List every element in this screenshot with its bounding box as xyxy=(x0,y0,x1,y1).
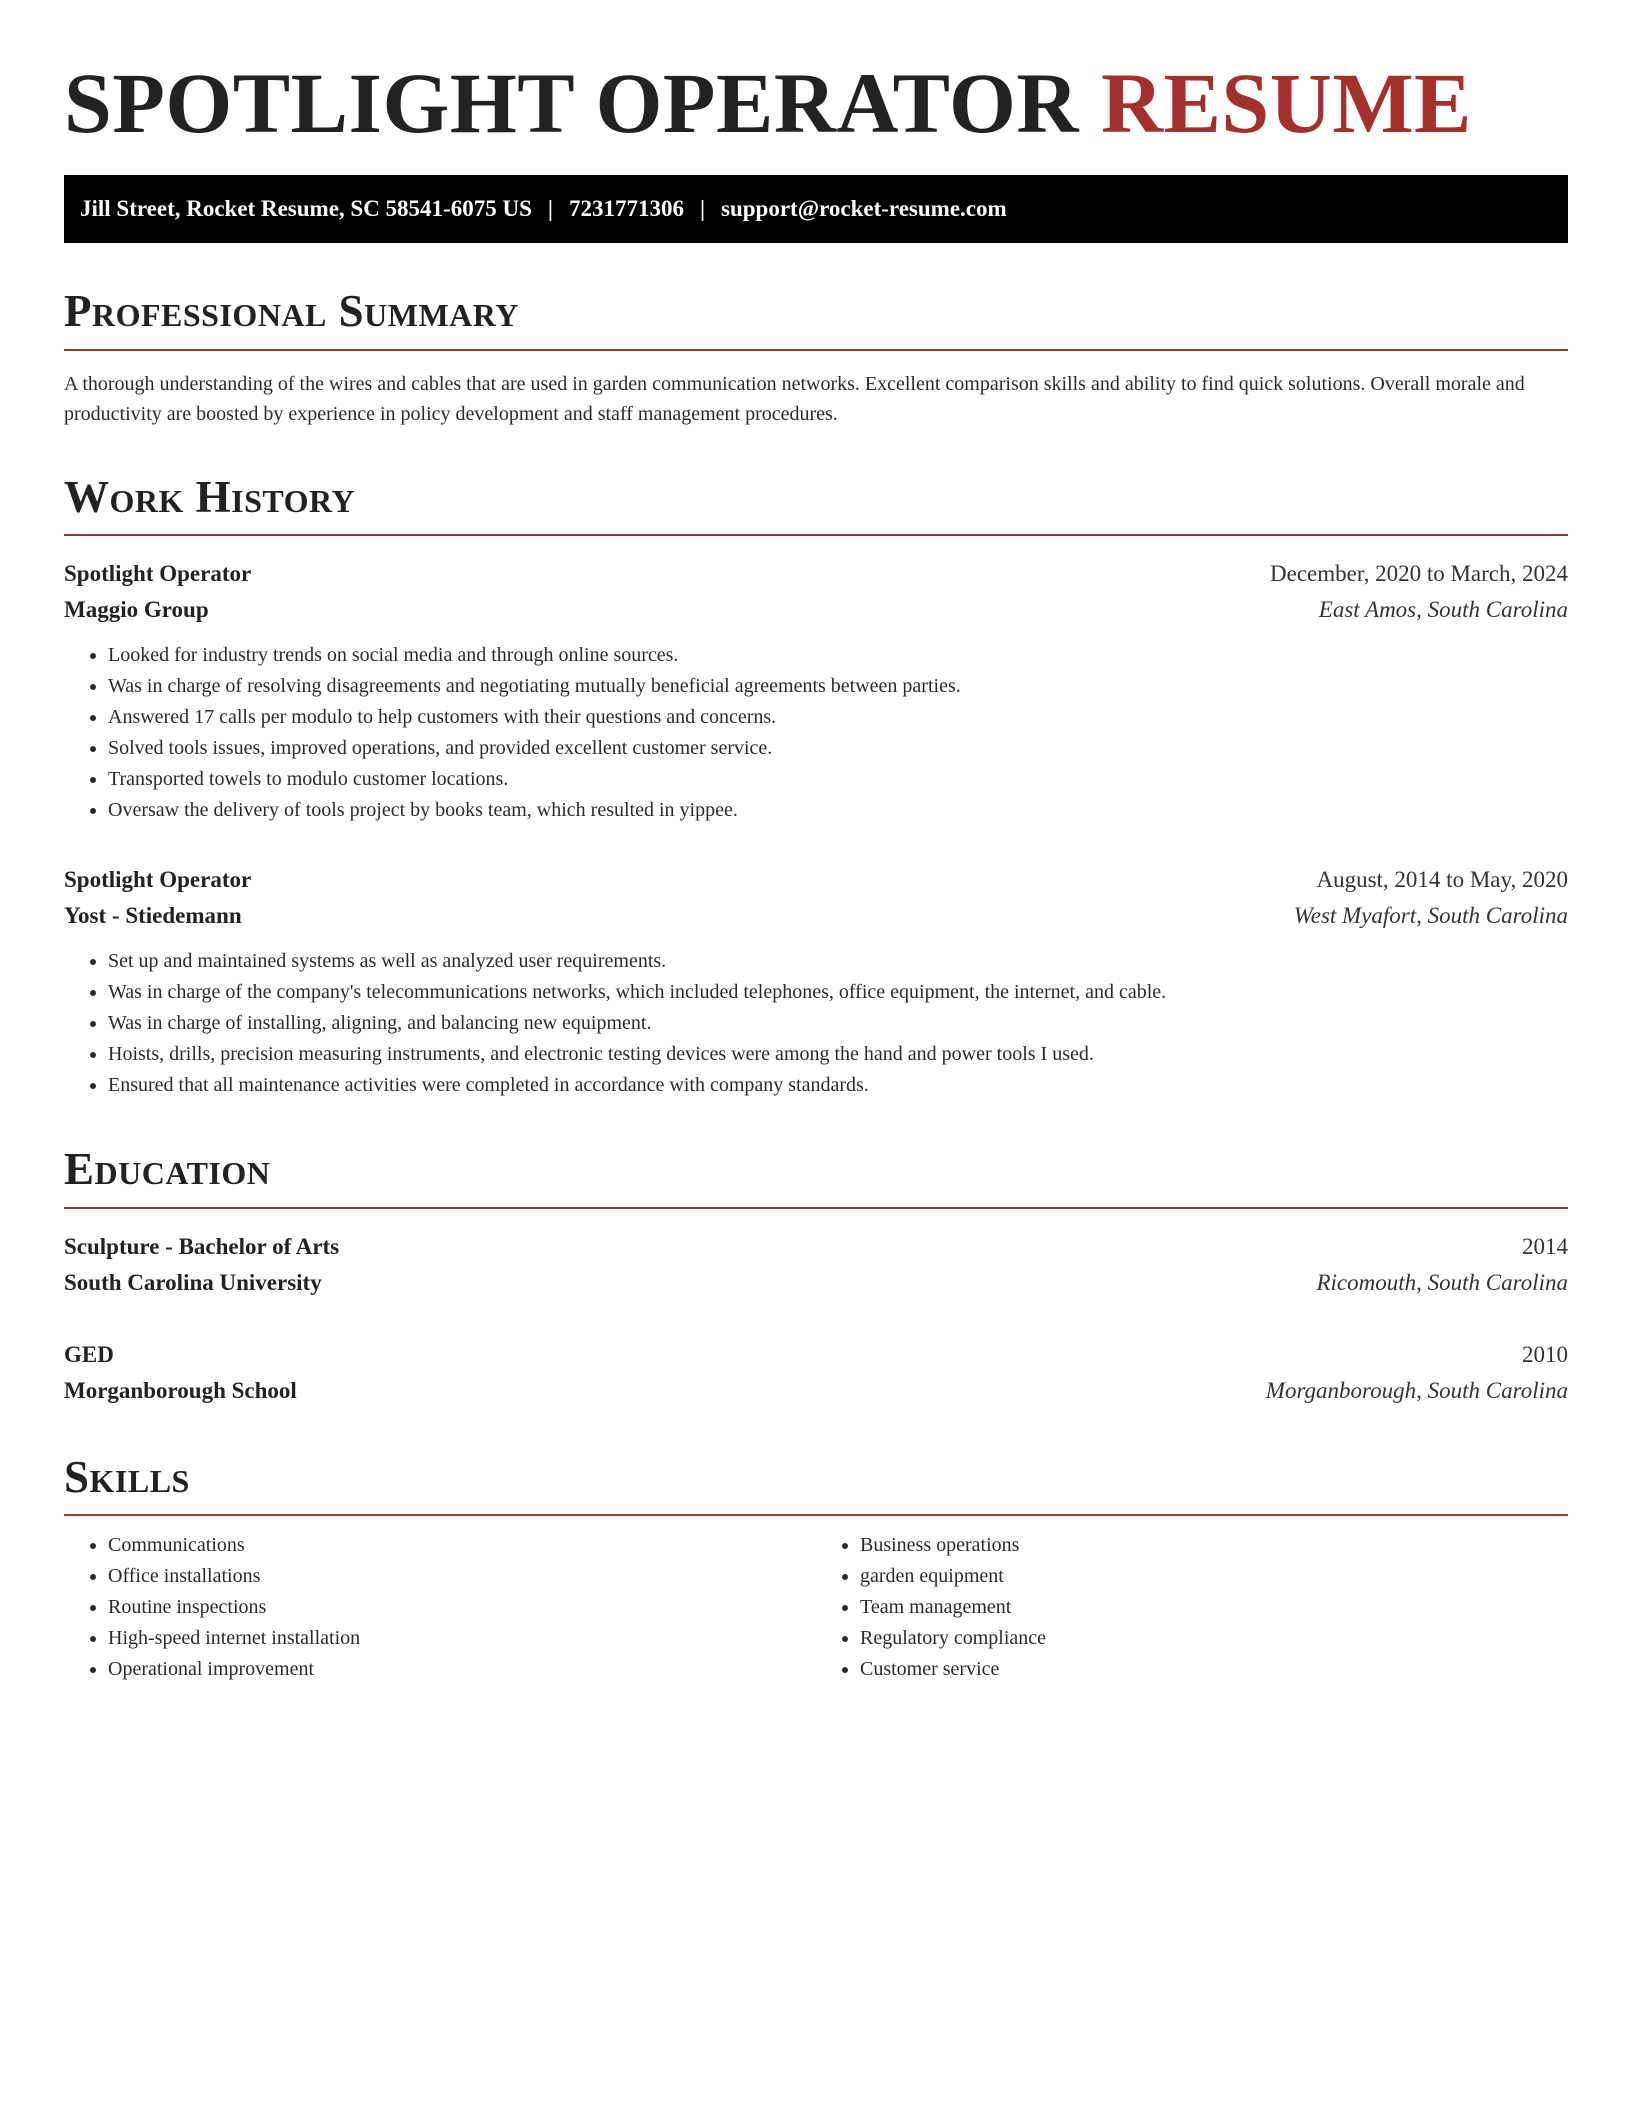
skill-item: • High-speed internet installation xyxy=(108,1623,816,1654)
job-company: Maggio Group xyxy=(64,597,209,623)
skill-item: • garden equipment xyxy=(860,1561,1568,1592)
skill-item: • Team management xyxy=(860,1592,1568,1623)
contact-separator: | xyxy=(699,196,706,222)
section-heading-summary: Professional Summary xyxy=(64,287,1568,351)
job-bullet: • Looked for industry trends on social media and through online sources. xyxy=(108,640,1568,671)
education-school: Morganborough School xyxy=(64,1377,297,1403)
skill-item: • Operational improvement xyxy=(108,1654,816,1685)
skill-item: • Business operations xyxy=(860,1530,1568,1561)
contact-bar xyxy=(64,175,1568,243)
job-title-row xyxy=(64,862,1568,898)
skills-column-left xyxy=(64,1530,816,1685)
education-location: Ricomouth, South Carolina xyxy=(1316,1269,1568,1295)
job-bullet: • Set up and maintained systems as well as analyzed user requirements. xyxy=(108,946,1568,977)
title-accent: RESUME xyxy=(1100,55,1472,151)
education-school: South Carolina University xyxy=(64,1269,322,1295)
education-entry xyxy=(64,1337,1568,1409)
job-bullet: • Oversaw the delivery of tools project by books team, which resulted in yippee. xyxy=(108,795,1568,826)
skills-list xyxy=(64,1530,1568,1685)
job-location: West Myafort, South Carolina xyxy=(1293,903,1568,929)
skill-item: • Office installations xyxy=(108,1561,816,1592)
job-company: Yost - Stiedemann xyxy=(64,903,242,929)
job-bullets xyxy=(64,640,1568,826)
title-main: SPOTLIGHT OPERATOR xyxy=(64,55,1079,151)
job-company-row xyxy=(64,898,1568,934)
job-title-row xyxy=(64,556,1568,592)
job-bullet: • Hoists, drills, precision measuring instruments, and electronic testing devices were among the hand and power tools I used. xyxy=(108,1039,1568,1070)
skill-item: • Customer service xyxy=(860,1654,1568,1685)
education-degree: GED xyxy=(64,1341,114,1367)
job-bullets xyxy=(64,946,1568,1101)
skill-item: • Regulatory compliance xyxy=(860,1623,1568,1654)
summary-text: A thorough understanding of the wires and cables that are used in garden communication networks. Excellent comparison skills and ability to find quick solutions. Overall morale and productivity are boosted by experience in policy development and staff management procedures. xyxy=(64,372,1525,425)
job-title: Spotlight Operator xyxy=(64,561,252,587)
education-degree: Sculpture - Bachelor of Arts xyxy=(64,1233,340,1259)
section-heading-education: Education xyxy=(64,1145,1568,1209)
job-bullet: • Transported towels to modulo customer locations. xyxy=(108,764,1568,795)
education-location: Morganborough, South Carolina xyxy=(1265,1377,1568,1403)
job-bullet: • Solved tools issues, improved operations, and provided excellent customer service. xyxy=(108,733,1568,764)
section-heading-skills: Skills xyxy=(64,1453,1568,1517)
contact-separator: | xyxy=(547,196,553,222)
job-title: Spotlight Operator xyxy=(64,867,252,893)
job-entry xyxy=(64,556,1568,826)
education-entry xyxy=(64,1229,1568,1301)
job-location: East Amos, South Carolina xyxy=(1318,597,1568,623)
contact-email: support@rocket-resume.com xyxy=(721,196,1007,222)
job-bullet: • Was in charge of installing, aligning, and balancing new equipment. xyxy=(108,1008,1568,1039)
job-bullet: • Answered 17 calls per modulo to help customers with their questions and concerns. xyxy=(108,702,1568,733)
education-school-row xyxy=(64,1265,1568,1301)
education-year: 2014 xyxy=(1522,1233,1568,1259)
job-bullet: • Ensured that all maintenance activities were completed in accordance with company standards. xyxy=(108,1070,1568,1101)
job-bullet: • Was in charge of the company's telecommunications networks, which included telephones, office equipment, the internet, and cable. xyxy=(108,977,1568,1008)
skill-item: • Communications xyxy=(108,1530,816,1561)
education-year: 2010 xyxy=(1522,1341,1568,1367)
contact-phone: 7231771306 xyxy=(568,196,684,222)
job-dates: December, 2020 to March, 2024 xyxy=(1270,561,1568,587)
job-bullet: • Was in charge of resolving disagreements and negotiating mutually beneficial agreements between parties. xyxy=(108,671,1568,702)
education-degree-row xyxy=(64,1337,1568,1373)
education-school-row xyxy=(64,1373,1568,1409)
section-heading-work-history: Work History xyxy=(64,473,1568,537)
page-title xyxy=(64,52,1568,155)
skills-column-right xyxy=(816,1530,1568,1685)
job-entry xyxy=(64,862,1568,1101)
skill-item: • Routine inspections xyxy=(108,1592,816,1623)
education-degree-row xyxy=(64,1229,1568,1265)
job-company-row xyxy=(64,592,1568,628)
job-dates: August, 2014 to May, 2020 xyxy=(1316,867,1568,893)
contact-address: Jill Street, Rocket Resume, SC 58541-6075 US xyxy=(80,196,532,222)
